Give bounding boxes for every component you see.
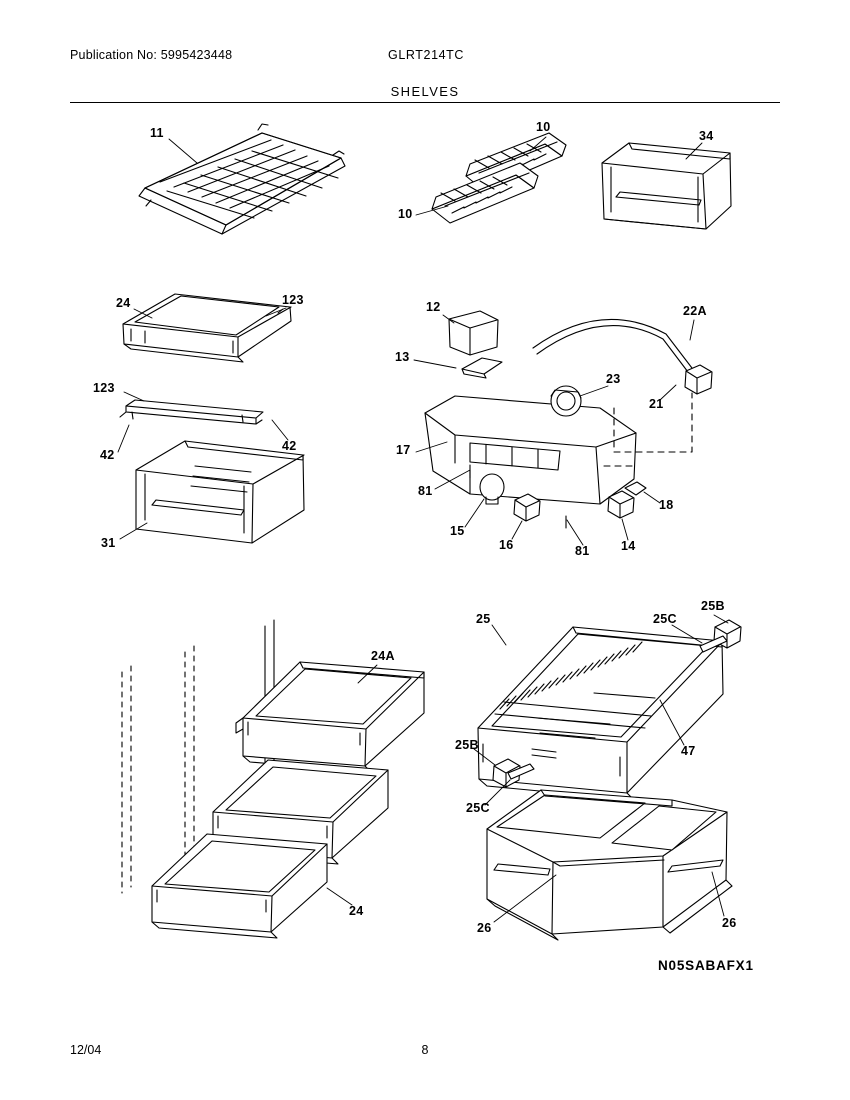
ice-cube-tray-part: [432, 133, 566, 223]
callout-25C-upper: 25C: [653, 612, 677, 626]
callout-25B-lower: 25B: [455, 738, 479, 752]
door-bin-part: [602, 143, 731, 229]
leader-23: [580, 386, 608, 396]
page-title: SHELVES: [390, 84, 460, 99]
callout-10-lower: 10: [398, 207, 413, 221]
callout-34: 34: [699, 129, 714, 143]
leader-31: [120, 523, 147, 539]
glass-shelf-with-frame-part: [478, 620, 741, 800]
crisper-bins-part: [487, 790, 732, 940]
callout-10-upper: 10: [536, 120, 551, 134]
shelf-frame-and-crisper-part: [120, 294, 304, 543]
callout-25B-upper: 25B: [701, 599, 725, 613]
callout-42-left: 42: [100, 448, 115, 462]
callout-11: 11: [150, 126, 164, 140]
drawing-code: N05SABAFX1: [658, 958, 754, 973]
callout-26-right: 26: [722, 916, 737, 930]
leader-81b: [567, 520, 583, 545]
callout-24-bottom: 24: [349, 904, 364, 918]
callout-123-upper: 123: [282, 293, 304, 307]
callout-42-right: 42: [282, 439, 297, 453]
leader-42b: [272, 420, 288, 440]
callout-23: 23: [606, 372, 621, 386]
leader-14: [622, 519, 628, 540]
callout-22A: 22A: [683, 304, 707, 318]
callout-21: 21: [649, 397, 664, 411]
callout-47: 47: [681, 744, 696, 758]
leader-11: [169, 139, 197, 163]
callout-25C-lower: 25C: [466, 801, 490, 815]
callout-25: 25: [476, 612, 491, 626]
leader-15: [465, 499, 484, 527]
callout-15: 15: [450, 524, 465, 538]
callout-17: 17: [396, 443, 411, 457]
model-number: GLRT214TC: [388, 48, 465, 62]
callout-12: 12: [426, 300, 441, 314]
callout-24A: 24A: [371, 649, 395, 663]
publication-number: Publication No: 5995423448: [70, 48, 233, 62]
leader-16: [512, 521, 522, 539]
callout-16: 16: [499, 538, 514, 552]
leader-25: [492, 625, 506, 645]
callout-31: 31: [101, 536, 116, 550]
callout-13: 13: [395, 350, 410, 364]
leader-123b: [124, 392, 144, 401]
leader-13: [414, 360, 456, 368]
footer-date: 12/04: [70, 1043, 102, 1057]
leader-42a: [118, 425, 129, 452]
leader-25B: [714, 615, 728, 623]
footer-page-number: 8: [421, 1043, 429, 1057]
stacked-shelves-part: [122, 620, 424, 938]
leader-22A: [690, 320, 694, 340]
callout-18: 18: [659, 498, 674, 512]
air-damper-assembly-part: [425, 311, 712, 528]
callout-81-left: 81: [418, 484, 433, 498]
callout-81-right: 81: [575, 544, 590, 558]
leader-18: [644, 492, 660, 503]
callout-24: 24: [116, 296, 131, 310]
callout-26-left: 26: [477, 921, 492, 935]
leader-24b: [327, 888, 352, 905]
callout-123-lower: 123: [93, 381, 115, 395]
callout-14: 14: [621, 539, 636, 553]
